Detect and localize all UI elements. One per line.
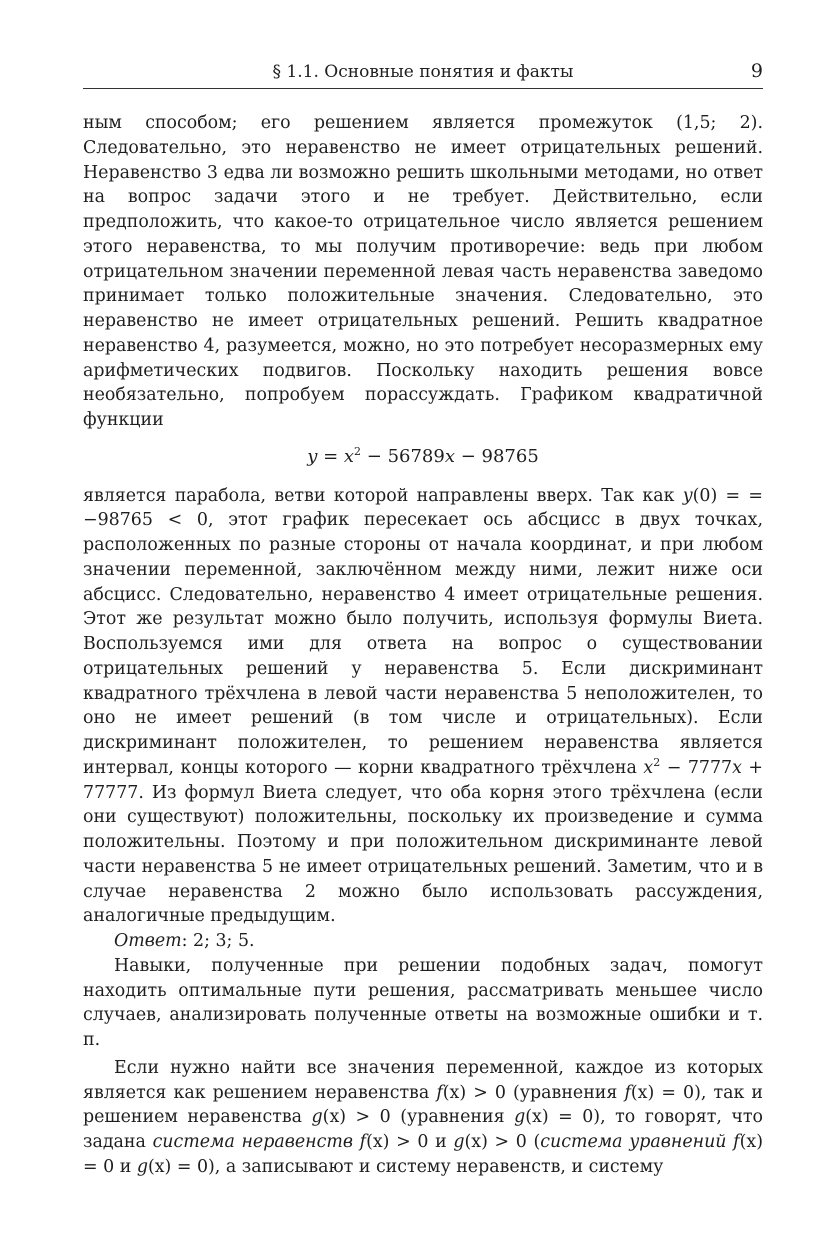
body-text (83, 111, 763, 1180)
p2-exponent: 2 (653, 755, 661, 769)
running-header (83, 60, 763, 89)
answer-line (83, 929, 763, 954)
p4-g3x: (x) > 0 ( (464, 1132, 541, 1152)
formula-x2: x (444, 445, 455, 467)
p4-g1x: (x) > 0 (уравнения (322, 1107, 515, 1128)
p4-text-a: Если нужно найти все значения переменной, каждое из которых является как решением неравенства (83, 1057, 763, 1103)
formula-middle: − 56789 (361, 445, 445, 467)
p2-var-x: x (643, 757, 654, 778)
p4-g4x: (x) = 0), а записывают и систему неравенств, и систему (147, 1156, 664, 1177)
formula-exponent: 2 (354, 444, 362, 458)
p4-g3: g (453, 1132, 465, 1152)
p2-var-y: y (682, 485, 693, 506)
p2-var-x2: x (732, 757, 742, 778)
p4-f1x: (x) > 0 (уравнения (442, 1082, 625, 1103)
p2-text-b: (0) = = −98765 < 0, этот график пересекает ось абсцисс в двух точках, расположенных по разные стороны от начала координат, и при любом значении переменной, заключённом между ними, лежит ниже оси абсцисс. Следовательно, неравенство 4 имеет отрицательные решения. Этот же результат можно было получить, используя формулы Виета. Воспользуемся ими для ответа на вопрос о существовании отрицательных решений у неравенства 5. Если дискриминант квадратного трёхчлена в левой части неравенства 5 неположителен, то оно не имеет решений (в том числе и отрицательных). Если дискриминант положителен, то решением неравенства является интервал, концы которого — корни квадратного трёхчлена (83, 485, 763, 778)
paragraph-2 (83, 484, 763, 930)
p4-g4: g (136, 1156, 148, 1177)
p2-text-d: + 77777. Из формул Виета следует, что оба корня этого трёхчлена (если они существуют) положительны, поскольку их произведение и сумма положительны. Поэтому и при положительном дискриминанте левой части неравенства 5 не имеет отрицательных решений. Заметим, что и в случае неравенства 2 можно было использовать рассуждения, аналогичные предыдущим. (83, 757, 764, 927)
p4-f4: f (726, 1132, 740, 1152)
p4-f2: f (624, 1082, 631, 1103)
p4-system-inequalities: система неравенств (152, 1132, 353, 1152)
p4-f3x: (x) > 0 и (366, 1132, 454, 1152)
section-title: § 1.1. Основные понятия и факты (272, 62, 574, 82)
formula-tail: − 98765 (455, 445, 539, 467)
p4-f1: f (436, 1082, 443, 1103)
page-number: 9 (750, 60, 763, 82)
paragraph-4 (83, 1056, 763, 1180)
p2-text-c: − 7777 (660, 757, 733, 778)
formula-x: x (343, 445, 355, 467)
paragraph-3: Навыки, полученные при решении подобных задач, помогут находить оптимальные пути решения, рассматривать меньшее число случаев, анализировать полученные ответы на возможные ошибки и т. п. (83, 955, 763, 1050)
answer-value: : 2; 3; 5. (181, 931, 255, 951)
p4-f2x: (x) = 0), так и решением неравенства (83, 1082, 763, 1128)
p2-text-a: является парабола, ветви которой направлены вверх. Так как (83, 485, 683, 506)
paragraph-1: ным способом; его решением является промежуток (1,5; 2). Следовательно, это неравенство не имеет отрицательных решений. Неравенство 3 едва ли возможно решить школьными методами, но ответ на вопрос задачи этого и не требует. Действительно, если предположить, что какое-то отрицательное число является решением этого неравенства, то мы получим противоречие: ведь при любом отрицательном значении переменной левая часть неравенства заведомо принимает только положительные значения. Следовательно, это неравенство не имеет отрицательных решений. Решить квадратное неравенство 4, разумеется, можно, но это потребует несоразмерных ему арифметических подвигов. Поскольку находить решения вовсе необязательно, попробуем порассуждать. Графиком квадратичной функции (83, 113, 763, 430)
p4-system-equations: система уравнений (540, 1132, 727, 1152)
p4-g1: g (311, 1107, 323, 1128)
p4-f3: f (352, 1132, 367, 1152)
p4-g2: g (514, 1107, 526, 1128)
formula-y: y (307, 445, 318, 467)
answer-label: Ответ (114, 931, 182, 951)
formula-eq: = (317, 445, 344, 467)
p4-g2x: (x) = 0), то говорят, что задана (83, 1107, 763, 1152)
p4-f4x: (x) = 0 и (83, 1132, 764, 1177)
page (83, 60, 763, 1180)
display-formula (83, 445, 763, 470)
